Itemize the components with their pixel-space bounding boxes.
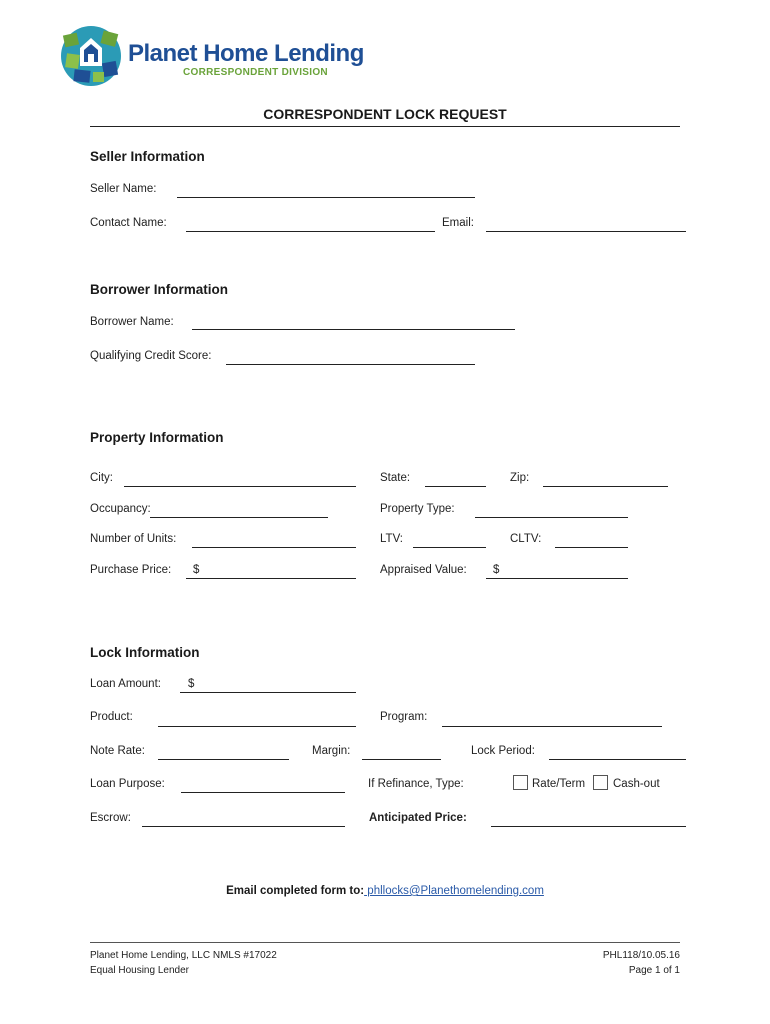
planet-home-logo-icon: [58, 24, 124, 88]
cltv-label: CLTV:: [510, 533, 542, 545]
loan-amount-field[interactable]: [180, 692, 356, 693]
seller-section-heading: Seller Information: [90, 149, 205, 164]
submit-email-link[interactable]: phllocks@Planethomelending.com: [364, 885, 544, 897]
units-label: Number of Units:: [90, 533, 177, 545]
product-label: Product:: [90, 711, 133, 723]
borrower-section-heading: Borrower Information: [90, 282, 229, 297]
borrower-name-field[interactable]: [192, 329, 515, 330]
cltv-field[interactable]: [555, 547, 628, 548]
contact-name-field[interactable]: [186, 231, 435, 232]
refinance-type-label: If Refinance, Type:: [368, 778, 464, 790]
program-field[interactable]: [442, 726, 662, 727]
ltv-field[interactable]: [413, 547, 486, 548]
state-field[interactable]: [425, 486, 486, 487]
zip-label: Zip:: [510, 472, 530, 484]
email-submit-prompt: Email completed form to:: [226, 885, 365, 897]
footer-divider: [90, 942, 680, 943]
margin-field[interactable]: [362, 759, 441, 760]
title-divider: [90, 126, 680, 127]
escrow-label: Escrow:: [90, 812, 131, 824]
brand-name: Planet Home Lending: [128, 40, 364, 67]
city-label: City:: [90, 472, 113, 484]
rate-term-label: Rate/Term: [532, 778, 586, 790]
loan-amount-label: Loan Amount:: [90, 678, 161, 690]
contact-name-label: Contact Name:: [90, 217, 167, 229]
lock-period-field[interactable]: [549, 759, 686, 760]
note-rate-field[interactable]: [158, 759, 289, 760]
units-field[interactable]: [192, 547, 356, 548]
lock-period-label: Lock Period:: [471, 745, 535, 757]
email-label: Email:: [442, 217, 474, 229]
margin-label: Margin:: [312, 745, 351, 757]
appraised-value-field[interactable]: [486, 578, 628, 579]
seller-name-label: Seller Name:: [90, 183, 157, 195]
city-field[interactable]: [124, 486, 356, 487]
property-section-heading: Property Information: [90, 430, 224, 445]
escrow-field[interactable]: [142, 826, 345, 827]
footer-housing: Equal Housing Lender: [90, 965, 189, 976]
credit-score-label: Qualifying Credit Score:: [90, 350, 212, 362]
zip-field[interactable]: [543, 486, 668, 487]
brand-division: CORRESPONDENT DIVISION: [183, 67, 328, 78]
lock-section-heading: Lock Information: [90, 645, 200, 660]
purchase-price-label: Purchase Price:: [90, 564, 172, 576]
loan-purpose-label: Loan Purpose:: [90, 778, 165, 790]
anticipated-price-label: Anticipated Price:: [369, 812, 467, 824]
cash-out-checkbox[interactable]: [593, 775, 608, 790]
purchase-price-currency: $: [193, 564, 200, 576]
program-label: Program:: [380, 711, 428, 723]
note-rate-label: Note Rate:: [90, 745, 145, 757]
page-title: CORRESPONDENT LOCK REQUEST: [263, 106, 507, 122]
occupancy-field[interactable]: [150, 517, 328, 518]
email-field[interactable]: [486, 231, 686, 232]
cash-out-label: Cash-out: [613, 778, 660, 790]
email-submit-row: [0, 885, 770, 897]
occupancy-label: Occupancy:: [90, 503, 151, 515]
borrower-name-label: Borrower Name:: [90, 316, 174, 328]
state-label: State:: [380, 472, 411, 484]
rate-term-checkbox[interactable]: [513, 775, 528, 790]
appraised-value-label: Appraised Value:: [380, 564, 467, 576]
property-type-label: Property Type:: [380, 503, 455, 515]
seller-name-field[interactable]: [177, 197, 475, 198]
credit-score-field[interactable]: [226, 364, 475, 365]
footer-form-code: PHL118/10.05.16: [602, 950, 680, 961]
footer-company: Planet Home Lending, LLC NMLS #17022: [90, 950, 277, 961]
property-type-field[interactable]: [475, 517, 628, 518]
product-field[interactable]: [158, 726, 356, 727]
purchase-price-field[interactable]: [186, 578, 356, 579]
footer-page-number: Page 1 of 1: [628, 965, 680, 976]
appraised-value-currency: $: [493, 564, 500, 576]
anticipated-price-field[interactable]: [491, 826, 686, 827]
loan-amount-currency: $: [188, 678, 195, 690]
ltv-label: LTV:: [380, 533, 404, 545]
loan-purpose-field[interactable]: [181, 792, 345, 793]
